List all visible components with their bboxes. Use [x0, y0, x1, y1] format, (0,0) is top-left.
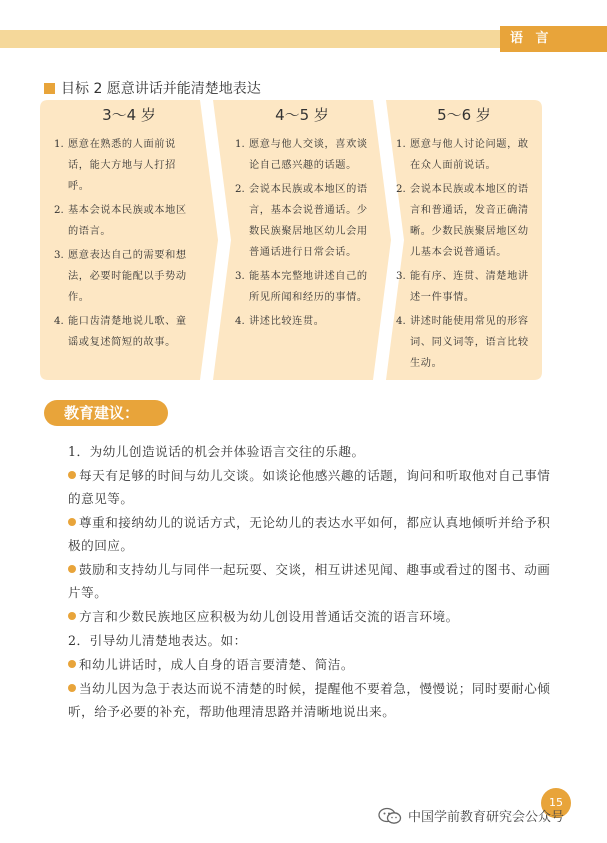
list-item: 2. 会说本民族或本地区的语言，基本会说普通话。少数民族聚居地区幼儿会用普通话进行日常会话。	[235, 184, 368, 258]
suggestion-item: 方言和少数民族地区应积极为幼儿创设用普通话交流的语言环境。	[48, 605, 558, 628]
goal-list	[235, 134, 369, 335]
age-heading: 4～5 岁	[275, 106, 329, 124]
list-item: 3. 能基本完整地讲述自己的所见所闻和经历的事情。	[235, 271, 368, 303]
list-item: 3. 愿意表达自己的需要和想法，必要时能配以手势动作。	[54, 250, 187, 303]
watermark-text: 中国学前教育研究会公众号	[408, 810, 565, 825]
list-item: 4. 能口齿清楚地说儿歌、童谣或复述简短的故事。	[54, 316, 187, 348]
list-item: 2. 会说本民族或本地区的语言和普通话，发音正确清晰。少数民族聚居地区幼儿基本会说普通话。	[396, 184, 529, 258]
suggestion-item: 和幼儿讲话时，成人自身的语言要清楚、简洁。	[48, 653, 558, 676]
education-title: 教育建议：	[44, 400, 168, 426]
goal-heading	[44, 78, 261, 98]
bullet-icon	[68, 612, 76, 620]
suggestion-item: 每天有足够的时间与幼儿交谈。如谈论他感兴趣的话题，询问和听取他对自己事情的意见等。	[68, 468, 551, 506]
watermark	[378, 806, 564, 825]
header-band	[0, 30, 500, 48]
wechat-icon	[378, 807, 402, 825]
bullet-icon	[68, 565, 76, 573]
age-heading: 5～6 岁	[437, 106, 491, 124]
section-heading: 2．引导幼儿清楚地表达。如：	[68, 633, 247, 648]
suggestion-item: 尊重和接纳幼儿的说话方式，无论幼儿的表达水平如何，都应认真地倾听并给予积极的回应。	[68, 515, 551, 553]
age-column-5-6	[386, 100, 542, 380]
goal-list	[54, 134, 196, 356]
goal-title-text: 目标 2 愿意讲话并能清楚地表达	[61, 81, 261, 97]
list-item: 2. 基本会说本民族或本地区的语言。	[54, 205, 187, 237]
list-item: 4. 讲述比较连贯。	[235, 316, 325, 327]
age-column-3-4	[40, 100, 218, 380]
suggestion-item: 鼓励和支持幼儿与同伴一起玩耍、交谈，相互讲述见闻、趣事或看过的图书、动画片等。	[68, 562, 551, 600]
bullet-icon	[68, 684, 76, 692]
education-body	[48, 440, 558, 724]
age-heading: 3～4 岁	[102, 106, 156, 124]
list-item: 4. 讲述时能使用常见的形容词、同义词等，语言比较生动。	[396, 316, 529, 369]
goal-list	[396, 134, 534, 377]
bullet-icon	[68, 518, 76, 526]
square-bullet-icon	[44, 83, 55, 94]
bullet-icon	[68, 471, 76, 479]
list-item: 1. 愿意与他人交谈，喜欢谈论自己感兴趣的话题。	[235, 139, 368, 171]
section-tab: 语 言	[500, 26, 607, 52]
suggestion-item: 当幼儿因为急于表达而说不清楚的时候，提醒他不要着急，慢慢说；同时要耐心倾听，给予必要的补充，帮助他理清思路并清晰地说出来。	[68, 681, 551, 719]
list-item: 1. 愿意与他人讨论问题，敢在众人面前说话。	[396, 139, 529, 171]
list-item: 1. 愿意在熟悉的人面前说话，能大方地与人打招呼。	[54, 139, 176, 192]
list-item: 3. 能有序、连贯、清楚地讲述一件事情。	[396, 271, 529, 303]
page-number: 15	[541, 788, 571, 818]
age-column-4-5	[213, 100, 391, 380]
bullet-icon	[68, 660, 76, 668]
section-heading: 1．为幼儿创造说话的机会并体验语言交往的乐趣。	[68, 444, 365, 459]
